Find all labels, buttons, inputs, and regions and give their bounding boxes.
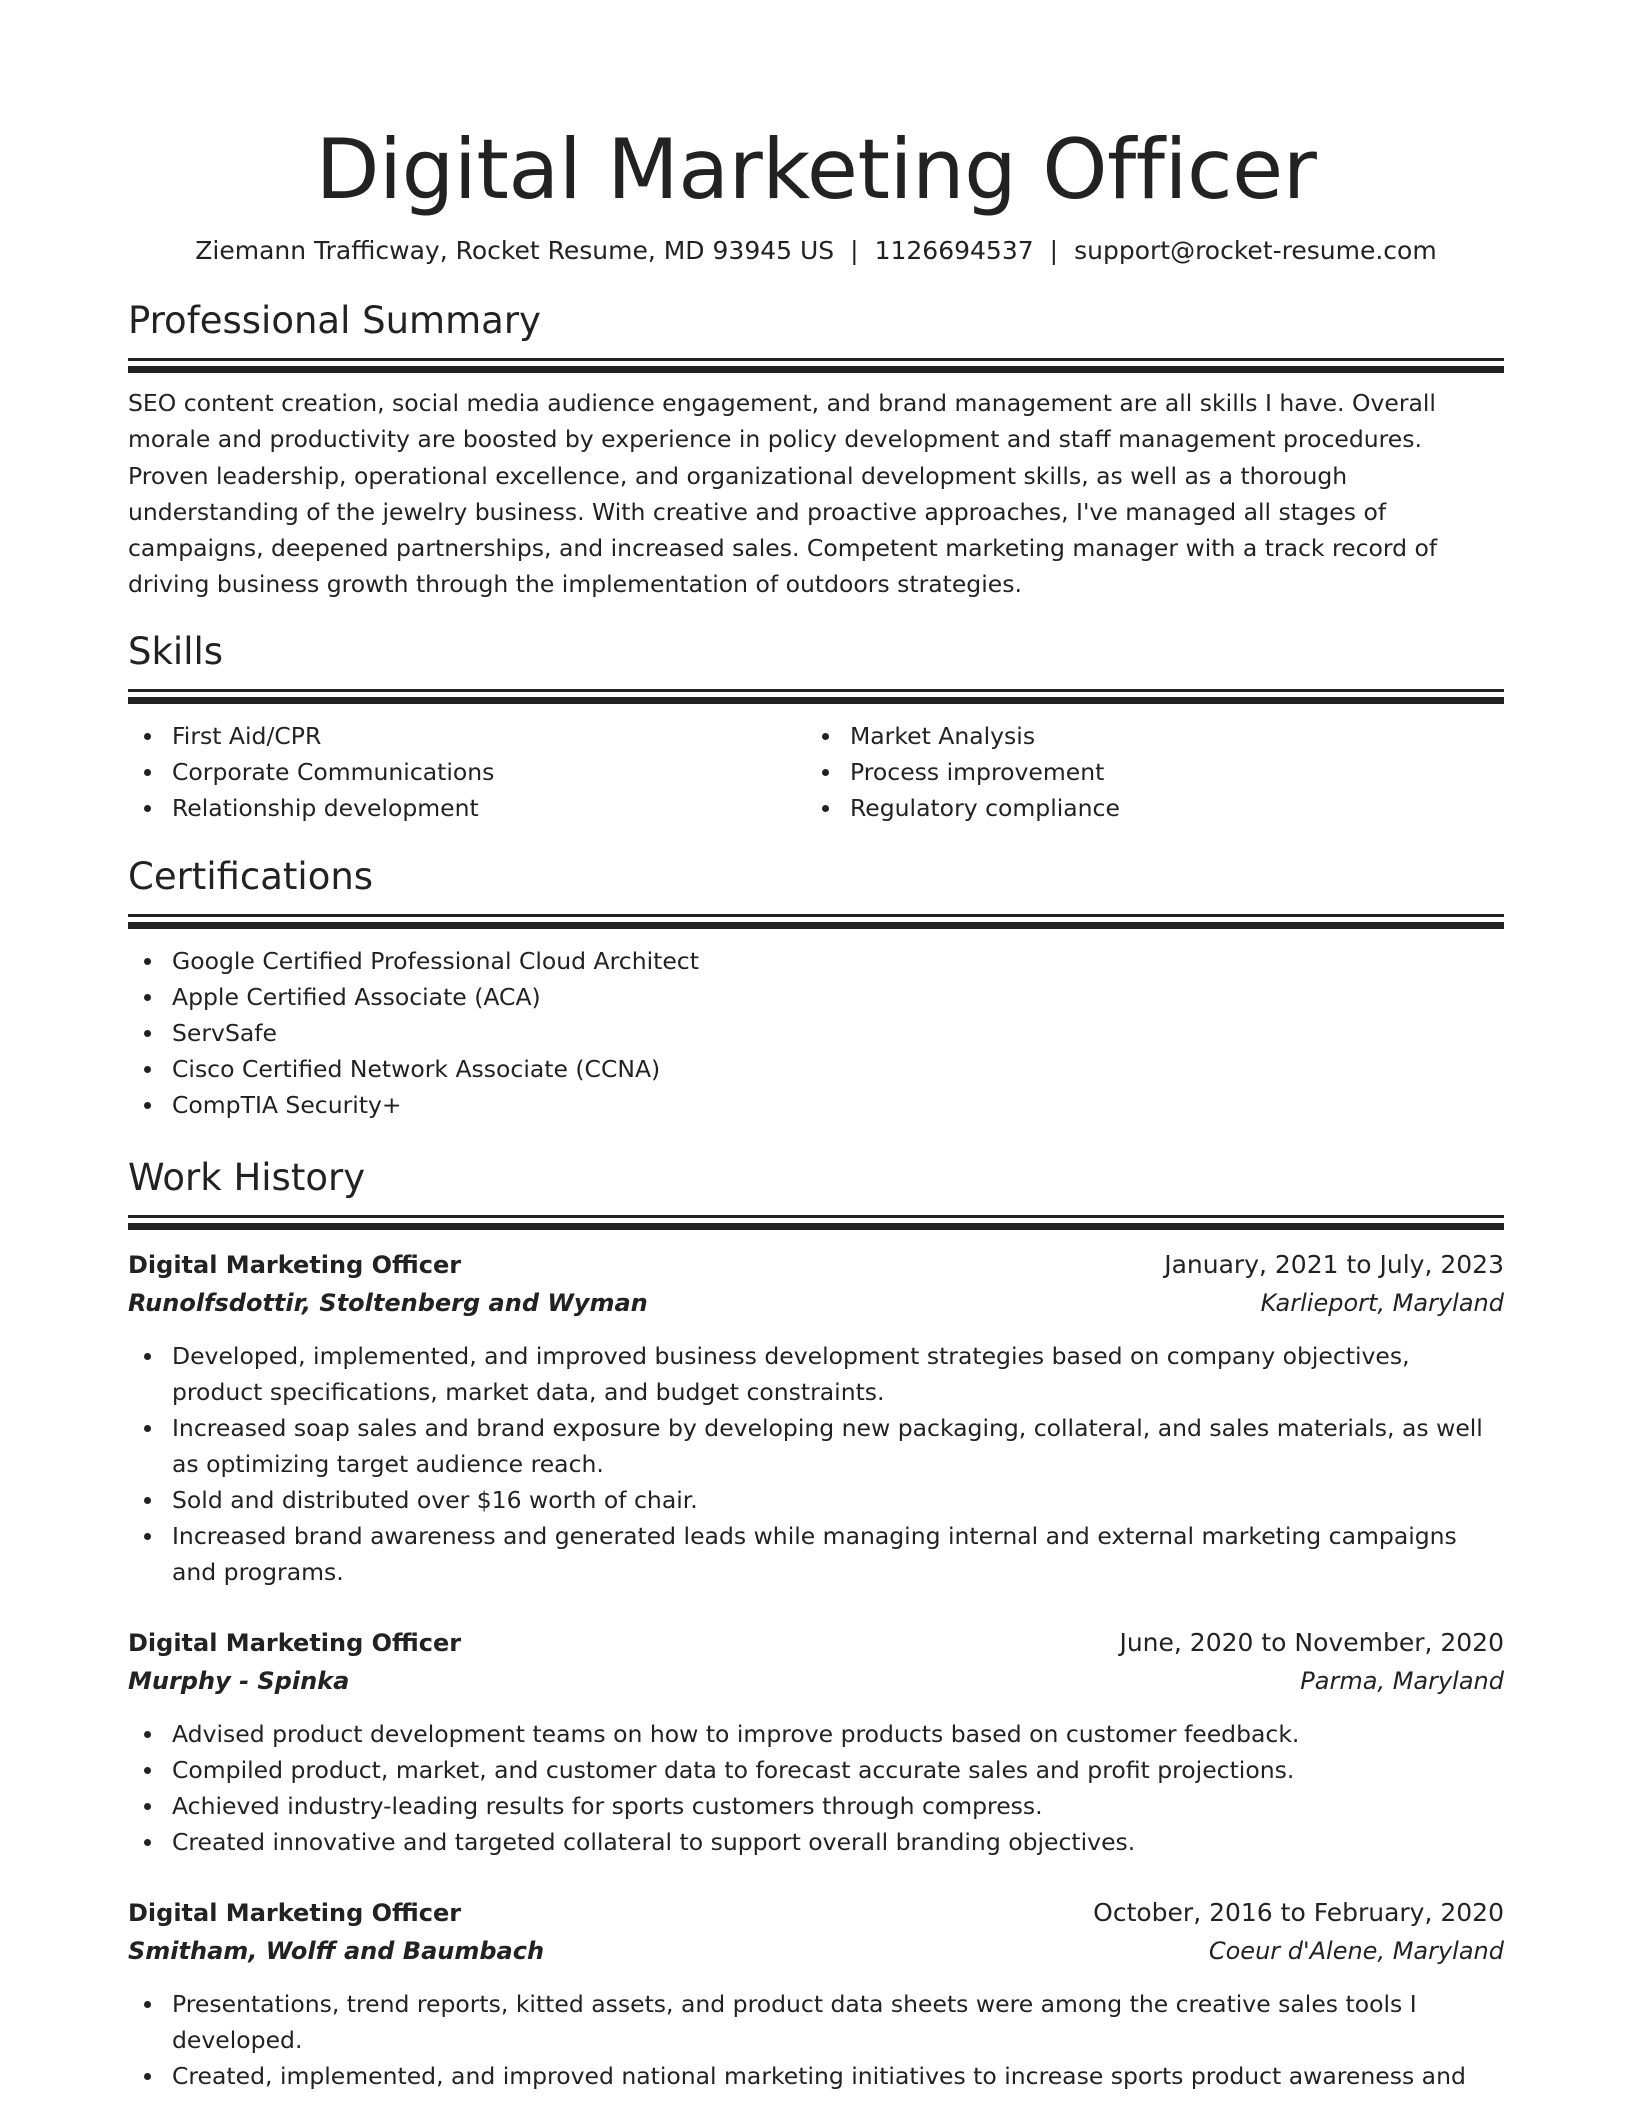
job-company: Murphy - Spinka xyxy=(128,1666,350,1695)
certification-item: ServSafe xyxy=(128,1015,1504,1051)
job-title: Digital Marketing Officer xyxy=(128,1250,462,1279)
skills-column-right xyxy=(806,718,1484,826)
job-company: Smitham, Wolff and Baumbach xyxy=(128,1936,545,1965)
resume-page xyxy=(128,0,1504,2094)
job-entry xyxy=(128,1894,1504,2094)
job-company: Runolfsdottir, Stoltenberg and Wyman xyxy=(128,1288,648,1317)
job-company-row xyxy=(128,1284,1504,1322)
work-history-section xyxy=(128,1155,1504,2094)
job-bullets xyxy=(128,1986,1504,2094)
job-header-row xyxy=(128,1246,1504,1284)
job-bullet: Compiled product, market, and customer data to forecast accurate sales and profit projections. xyxy=(128,1752,1504,1788)
skill-item: Corporate Communications xyxy=(128,754,806,790)
certifications-heading: Certifications xyxy=(128,854,374,898)
job-bullets xyxy=(128,1716,1504,1860)
section-rule xyxy=(128,358,1504,361)
certification-item: CompTIA Security+ xyxy=(128,1087,1504,1123)
work-history-heading: Work History xyxy=(128,1155,366,1199)
job-bullet: Sold and distributed over $16 worth of chair. xyxy=(128,1482,1504,1518)
job-dates: January, 2021 to July, 2023 xyxy=(1164,1249,1504,1279)
certification-item: Google Certified Professional Cloud Architect xyxy=(128,943,1504,979)
summary-section xyxy=(128,298,1504,603)
section-rule xyxy=(128,914,1504,917)
job-dates: October, 2016 to February, 2020 xyxy=(1093,1897,1504,1927)
skills-heading: Skills xyxy=(128,629,224,673)
summary-heading: Professional Summary xyxy=(128,299,541,342)
certifications-section xyxy=(128,854,1504,1123)
section-rule xyxy=(128,366,1504,373)
skill-item: First Aid/CPR xyxy=(128,718,806,754)
contact-line xyxy=(128,234,1504,268)
certifications-list xyxy=(128,943,1504,1123)
job-dates: June, 2020 to November, 2020 xyxy=(1119,1627,1504,1657)
skill-item: Process improvement xyxy=(806,754,1484,790)
job-entry xyxy=(128,1624,1504,1860)
job-header-row xyxy=(128,1624,1504,1662)
skill-item: Relationship development xyxy=(128,790,806,826)
section-rule xyxy=(128,1223,1504,1230)
section-rule xyxy=(128,697,1504,704)
section-rule xyxy=(128,922,1504,929)
contact-address: Ziemann Trafficway, Rocket Resume, MD 93945 US xyxy=(195,236,835,265)
job-bullet: Developed, implemented, and improved business development strategies based on company objectives, product specifications, market data, and budget constraints. xyxy=(128,1338,1504,1410)
summary-text: SEO content creation, social media audience engagement, and brand management are all skills I have. Overall morale and productivity are boosted by experience in policy development and staff management procedures. Proven leadership, operational excellence, and organizational development skills, as well as a thorough understanding of the jewelry business. With creative and proactive approaches, I've managed all stages of campaigns, deepened partnerships, and increased sales. Competent marketing manager with a track record of driving business growth through the implementation of outdoors strategies. xyxy=(128,389,1438,599)
resume-title: Digital Marketing Officer xyxy=(315,121,1317,218)
job-company-row xyxy=(128,1932,1504,1970)
job-entry xyxy=(128,1246,1504,1590)
section-rule xyxy=(128,689,1504,692)
job-bullets xyxy=(128,1338,1504,1590)
job-bullet: Increased brand awareness and generated leads while managing internal and external marketing campaigns and programs. xyxy=(128,1518,1504,1590)
job-bullet: Advised product development teams on how to improve products based on customer feedback. xyxy=(128,1716,1504,1752)
job-bullet: Achieved industry-leading results for sports customers through compress. xyxy=(128,1788,1504,1824)
skills-section xyxy=(128,629,1504,826)
job-header-row xyxy=(128,1894,1504,1932)
contact-phone: 1126694537 xyxy=(874,236,1034,265)
skills-list xyxy=(128,718,1504,826)
skill-item: Market Analysis xyxy=(806,718,1484,754)
job-title: Digital Marketing Officer xyxy=(128,1898,462,1927)
contact-separator: | xyxy=(850,236,859,265)
certification-item: Apple Certified Associate (ACA) xyxy=(128,979,1504,1015)
job-company-row xyxy=(128,1662,1504,1700)
skill-item: Regulatory compliance xyxy=(806,790,1484,826)
section-rule xyxy=(128,1215,1504,1218)
job-bullet: Increased soap sales and brand exposure by developing new packaging, collateral, and sales materials, as well as optimizing target audience reach. xyxy=(128,1410,1504,1482)
job-title: Digital Marketing Officer xyxy=(128,1628,462,1657)
job-bullet: Created innovative and targeted collateral to support overall branding objectives. xyxy=(128,1824,1504,1860)
job-location: Karlieport, Maryland xyxy=(1260,1288,1504,1317)
certification-item: Cisco Certified Network Associate (CCNA) xyxy=(128,1051,1504,1087)
skills-column-left xyxy=(128,718,806,826)
job-bullet: Created, implemented, and improved national marketing initiatives to increase sports product awareness and xyxy=(128,2058,1504,2094)
job-location: Parma, Maryland xyxy=(1300,1666,1504,1695)
contact-separator: | xyxy=(1049,236,1059,265)
job-location: Coeur d'Alene, Maryland xyxy=(1208,1936,1504,1965)
contact-email: support@rocket-resume.com xyxy=(1074,236,1437,265)
job-bullet: Presentations, trend reports, kitted assets, and product data sheets were among the creative sales tools I developed. xyxy=(128,1986,1504,2058)
